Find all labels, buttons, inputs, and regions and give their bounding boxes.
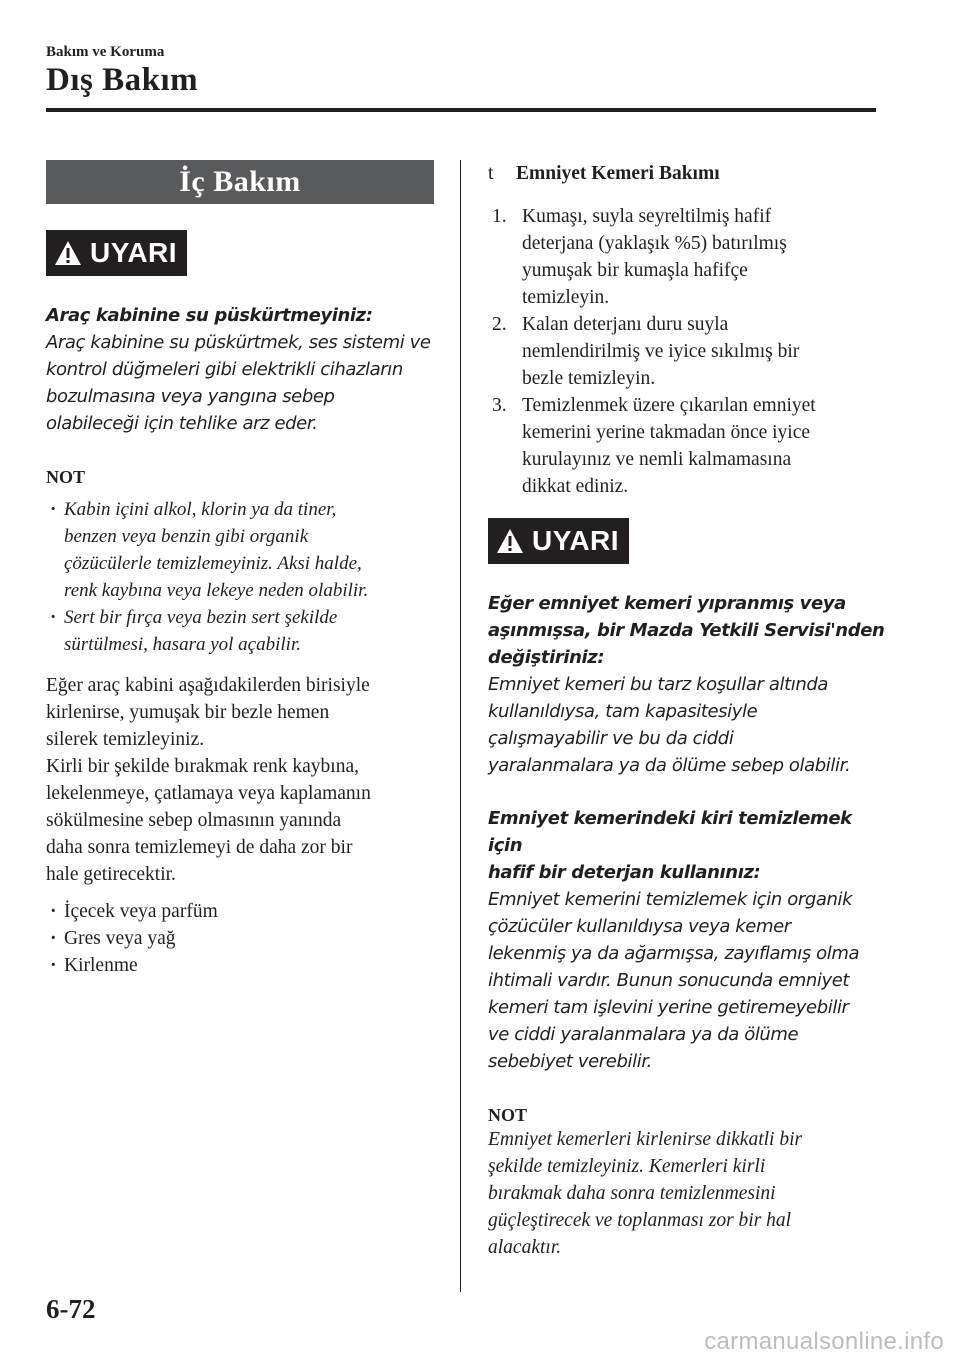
body-line: lekelenmeye, çatlamaya veya kaplamanın	[46, 783, 371, 804]
warning-heading: hafif bir deterjan kullanınız:	[488, 862, 761, 883]
step-number: 2.	[492, 314, 507, 335]
left-column	[46, 160, 434, 979]
warning-line: kontrol düğmeleri gibi elektrikli cihazların	[46, 359, 403, 380]
note-line: Emniyet kemerleri kirlenirse dikkatli bir	[488, 1129, 803, 1150]
warning-block	[46, 230, 434, 276]
step-line: Kalan deterjanı duru suyla	[522, 314, 729, 335]
note-text	[488, 1126, 888, 1261]
step-line: Kumaşı, suyla seyreltilmiş hafif	[522, 206, 772, 227]
note-line: benzen veya benzin gibi organik	[64, 526, 309, 547]
body-paragraph	[46, 672, 434, 888]
body-line: Kirli bir şekilde bırakmak renk kaybına,	[46, 756, 359, 777]
step-list	[488, 203, 888, 500]
step-line: Temizlenmek üzere çıkarılan emniyet	[522, 395, 816, 416]
list-item: · İçecek veya parfüm	[46, 898, 434, 925]
note-line: renk kaybına veya lekeye neden olabilir.	[64, 580, 369, 601]
section-banner: İç Bakım	[46, 160, 434, 204]
warning-line: Emniyet kemeri bu tarz koşullar altında	[488, 674, 828, 695]
step-line: deterjana (yaklaşık %5) batırılmış	[522, 233, 787, 254]
warning-line: lekenmiş ya da ağarmışsa, zayıflamış olma	[488, 943, 860, 964]
body-line: Eğer araç kabini aşağıdakilerden birisiyle	[46, 675, 370, 696]
note-list	[46, 496, 434, 658]
note-line: şekilde temizleyiniz. Kemerleri kirli	[488, 1156, 766, 1177]
note-line: bırakmak daha sonra temizlenmesini	[488, 1183, 776, 1204]
step-line: temizleyin.	[522, 287, 610, 308]
list-item: · Kirlenme	[46, 952, 434, 979]
step-line: bezle temizleyin.	[522, 368, 656, 389]
warning-line: kullanıldıysa, tam kapasitesiyle	[488, 701, 758, 722]
warning-line: yaralanmalara ya da ölüme sebep olabilir.	[488, 755, 851, 776]
note-line: alacaktır.	[488, 1237, 562, 1258]
subsection-heading	[488, 160, 888, 187]
warning-heading: Araç kabinine su püskürtmeyiniz:	[46, 305, 373, 326]
bullet-list	[46, 898, 434, 979]
section-label: Bakım ve Koruma	[46, 44, 165, 60]
step-line: dikkat ediniz.	[522, 476, 629, 497]
warning-line: kemeri tam işlevini yerine getiremeyebilir	[488, 997, 849, 1018]
warning-line: sebebiyet verebilir.	[488, 1051, 652, 1072]
step-line: yumuşak bir kumaşla hafifçe	[522, 260, 748, 281]
warning-heading: aşınmışsa, bir Mazda Yetkili Servisi'nden	[488, 620, 885, 641]
body-line: hale getirecektir.	[46, 864, 176, 885]
step-line: kurulayınız ve nemli kalmamasına	[522, 449, 792, 470]
step-item	[488, 392, 888, 500]
note-line: · Kabin içini alkol, klorin ya da tiner,	[64, 499, 337, 520]
body-line: kirlenirse, yumuşak bir bezle hemen	[46, 702, 330, 723]
note-line: · Sert bir fırça veya bezin sert şekilde	[64, 607, 338, 628]
warning-line: Araç kabinine su püskürtmek, ses sistemi ve	[46, 332, 431, 353]
step-line: nemlendirilmiş ve iyice sıkılmış bir	[522, 341, 800, 362]
warning-text	[488, 805, 888, 1075]
warning-triangle-icon	[496, 528, 524, 554]
step-line: kemerini yerine takmadan önce iyice	[522, 422, 811, 443]
column-divider	[460, 160, 461, 1292]
warning-label: UYARI	[90, 237, 178, 268]
step-number: 1.	[492, 206, 507, 227]
list-item: · Gres veya yağ	[46, 925, 434, 952]
warning-line: Emniyet kemerini temizlemek için organik	[488, 889, 853, 910]
note-label: NOT	[46, 467, 86, 487]
page-title: Dış Bakım	[46, 62, 199, 98]
step-number: 3.	[492, 395, 507, 416]
warning-triangle-icon	[54, 240, 82, 266]
note-line: çözücülerle temizlemeyiniz. Aksi halde,	[64, 553, 362, 574]
warning-heading: Eğer emniyet kemeri yıpranmış veya	[488, 593, 846, 614]
body-line: silerek temizleyiniz.	[46, 729, 205, 750]
warning-label: UYARI	[532, 525, 620, 556]
warning-heading: Emniyet kemerindeki kiri temizlemek için	[488, 808, 852, 856]
body-line: daha sonra temizlemeyi de daha zor bir	[46, 837, 353, 858]
warning-line: çalışmayabilir ve bu da ciddi	[488, 728, 734, 749]
warning-heading: değiştiriniz:	[488, 647, 605, 668]
warning-text	[488, 590, 888, 779]
step-item	[488, 311, 888, 392]
warning-line: bozulmasına veya yangına sebep	[46, 386, 335, 407]
heading-marker: t	[488, 162, 494, 184]
note-line: sürtülmesi, hasara yol açabilir.	[64, 634, 301, 655]
warning-block	[488, 518, 888, 564]
note-line: güçleştirecek ve toplanması zor bir hal	[488, 1210, 792, 1231]
header-rule	[46, 108, 876, 112]
warning-line: olabileceği için tehlike arz eder.	[46, 413, 318, 434]
note-item	[46, 604, 434, 658]
warning-badge	[46, 230, 187, 276]
warning-line: ve ciddi yaralanmalara ya da ölüme	[488, 1024, 799, 1045]
step-item	[488, 203, 888, 311]
warning-line: ihtimali vardır. Bunun sonucunda emniyet	[488, 970, 850, 991]
heading-text: Emniyet Kemeri Bakımı	[516, 163, 720, 184]
page-number: 6-72	[46, 1294, 96, 1324]
note-item	[46, 496, 434, 604]
note-label: NOT	[488, 1105, 528, 1125]
warning-badge	[488, 518, 629, 564]
right-column	[488, 160, 888, 1261]
warning-text	[46, 302, 434, 437]
body-line: sökülmesine sebep olmasının yanında	[46, 810, 342, 831]
watermark: carmanualsonline.info	[704, 1328, 944, 1355]
warning-line: çözücüler kullanıldıysa veya kemer	[488, 916, 791, 937]
